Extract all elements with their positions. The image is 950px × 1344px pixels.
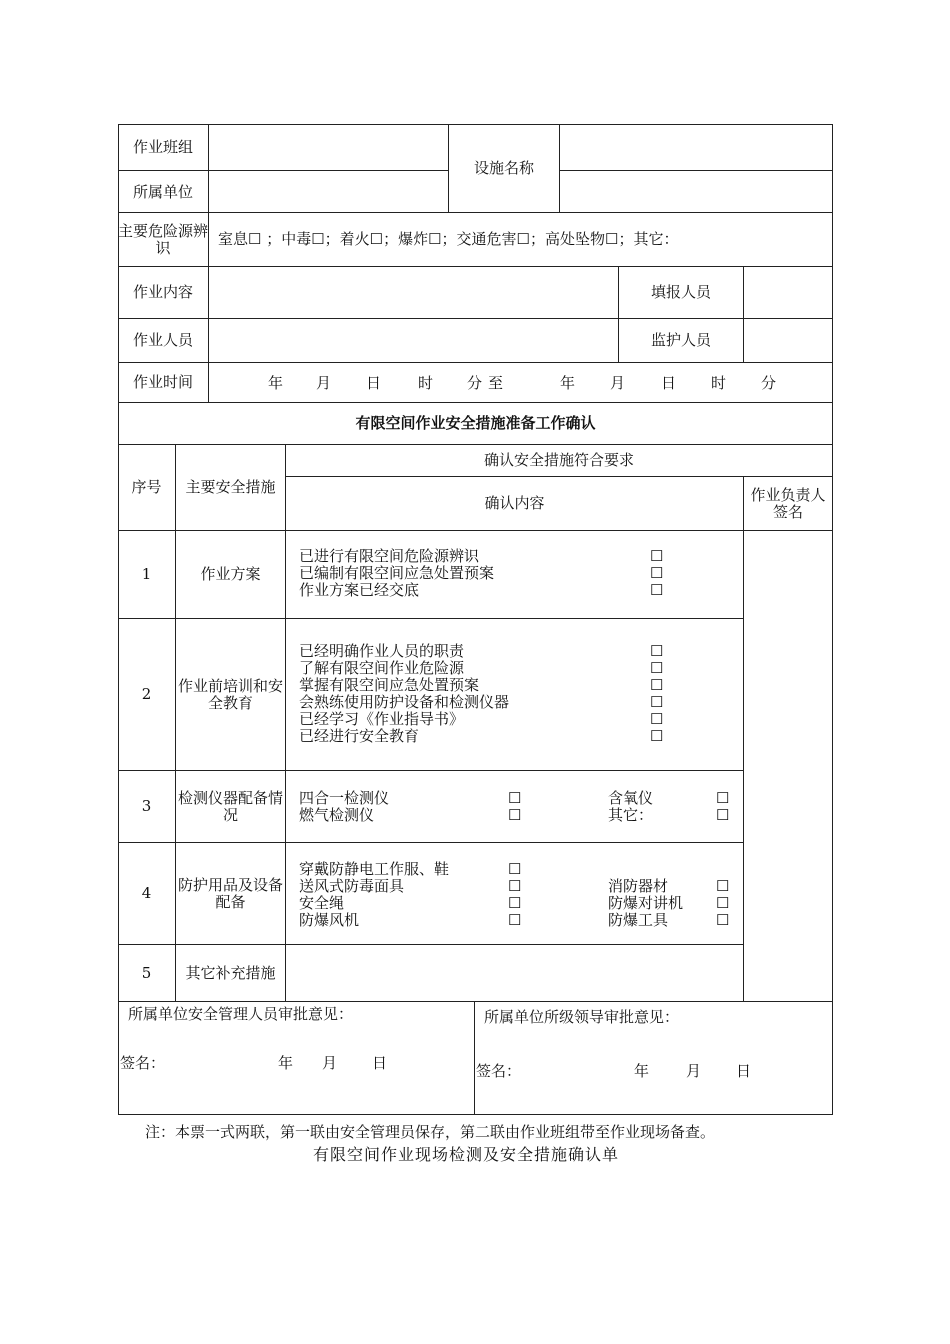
row-4-right-2: 防爆对讲机 [608,894,684,912]
row-3-left-2: 燃气检测仪 [299,806,375,824]
row-5-no: 5 [141,963,152,982]
row-1-no: 1 [141,565,152,583]
approval-left-month: 月 [322,1054,338,1072]
work-team-label: 作业班组 [132,138,193,156]
checkbox-icon[interactable]: ☐ [716,894,730,912]
facility-field[interactable] [560,125,832,212]
row-1-item-1: 已进行有限空间危险源辨识 [299,547,480,565]
checkbox-icon[interactable]: ☐ [650,676,664,694]
checkbox-icon[interactable]: ☐ [650,547,664,565]
row-4-left-3: 安全绳 [299,894,345,912]
checkbox-icon[interactable]: ☐ [650,710,664,728]
checkbox-icon[interactable]: ☐ [716,806,730,824]
approval-left-year: 年 [278,1054,294,1072]
approval-left-sign-label: 签名： [120,1054,166,1072]
time-unit-minute-end: 分 [761,374,777,392]
row-2-measure: 作业前培训和安全教育 [177,676,283,712]
row-3-right-2: 其它： [608,806,654,824]
border-bottom [118,1114,833,1115]
row-1-measure: 作业方案 [200,565,261,583]
time-unit-minute-to: 分至 [467,374,510,392]
row-2-item-3: 掌握有限空间应急处置预案 [299,676,480,694]
approval-left-day: 日 [372,1054,388,1072]
row-4-left-1: 穿戴防静电工作服、鞋 [299,860,450,878]
checkbox-icon[interactable]: ☐ [508,806,522,824]
checkbox-icon[interactable]: ☐ [716,789,730,807]
checkbox-icon[interactable]: ☐ [650,642,664,660]
checkbox-icon[interactable]: ☐ [508,894,522,912]
checkbox-icon[interactable]: ☐ [650,564,664,582]
approval-right-label: 所属单位所级领导审批意见： [484,1008,680,1026]
row-3-measure: 检测仪器配备情况 [177,788,283,824]
divider [118,362,833,363]
time-unit-day: 日 [366,374,382,392]
col-sign-header: 作业负责人签名 [750,485,826,521]
checkbox-icon[interactable]: ☐ [650,659,664,677]
row-4-no: 4 [141,884,152,902]
time-unit-month: 月 [316,374,332,392]
approval-right-year: 年 [634,1062,650,1080]
content-label: 作业内容 [132,283,193,301]
checkbox-icon[interactable]: ☐ [716,877,730,895]
content-field[interactable] [209,267,618,318]
divider [474,1001,475,1115]
time-label: 作业时间 [132,373,193,391]
sign-field[interactable] [744,531,832,1001]
row-5-field[interactable] [286,945,743,1001]
row-2-item-4: 会熟练使用防护设备和检测仪器 [299,693,510,711]
form-sheet [118,124,833,1115]
row-4-right-1: 消防器材 [608,877,669,895]
document-title: 有限空间作业现场检测及安全措施确认单 [313,1145,620,1164]
supervisor-field[interactable] [744,319,832,362]
section-title: 有限空间作业安全措施准备工作确认 [355,414,596,432]
row-3-right-1: 含氧仪 [608,789,654,807]
row-3-left-1: 四合一检测仪 [299,789,390,807]
time-unit-year: 年 [268,374,284,392]
row-1-item-2: 已编制有限空间应急处置预案 [299,564,495,582]
row-2-item-6: 已经进行安全教育 [299,727,420,745]
hazard-label: 主要危险源辨识 [118,221,209,257]
divider [118,1001,833,1002]
row-4-left-4: 防爆风机 [299,911,360,929]
row-2-item-2: 了解有限空间作业危险源 [299,659,465,677]
time-unit-month-end: 月 [610,374,626,392]
col-confirm-group-header: 确认安全措施符合要求 [483,451,634,469]
checkbox-icon[interactable]: ☐ [508,789,522,807]
col-no-header: 序号 [131,478,162,496]
time-unit-hour: 时 [418,374,434,392]
row-2-no: 2 [141,685,152,703]
checkbox-icon[interactable]: ☐ [508,860,522,878]
row-4-left-2: 送风式防毒面具 [299,877,405,895]
checkbox-icon[interactable]: ☐ [650,727,664,745]
border-right [832,124,833,1115]
approval-right-month: 月 [686,1062,702,1080]
time-unit-year-end: 年 [560,374,576,392]
checkbox-icon[interactable]: ☐ [650,581,664,599]
time-unit-hour-end: 时 [711,374,727,392]
workers-label: 作业人员 [132,331,193,349]
checkbox-icon[interactable]: ☐ [508,877,522,895]
work-team-field[interactable] [209,125,448,170]
approval-right-day: 日 [736,1062,752,1080]
reporter-label: 填报人员 [650,283,711,301]
row-3-no: 3 [141,797,152,815]
col-measure-header: 主要安全措施 [185,478,276,496]
col-confirm-content-header: 确认内容 [484,494,545,512]
approval-left-label: 所属单位安全管理人员审批意见： [128,1005,354,1023]
workers-field[interactable] [209,319,618,362]
facility-label: 设施名称 [473,158,534,177]
unit-field[interactable] [209,171,448,212]
row-5-measure: 其它补充措施 [185,963,276,982]
checkbox-icon[interactable]: ☐ [650,693,664,711]
row-2-item-5: 已经学习《作业指导书》 [299,710,465,728]
row-2-item-1: 已经明确作业人员的职责 [299,642,465,660]
checkbox-icon[interactable]: ☐ [508,911,522,929]
time-unit-day-end: 日 [661,374,677,392]
unit-label: 所属单位 [132,182,193,201]
approval-right-sign-label: 签名： [476,1062,522,1080]
row-4-measure: 防护用品及设备配备 [177,875,283,911]
row-4-right-3: 防爆工具 [608,911,669,929]
row-1-item-3: 作业方案已经交底 [299,581,420,599]
reporter-field[interactable] [744,267,832,318]
footer-note: 注：本票一式两联，第一联由安全管理员保存，第二联由作业班组带至作业现场备查。 [145,1123,716,1141]
checkbox-icon[interactable]: ☐ [716,911,730,929]
supervisor-label: 监护人员 [650,331,711,349]
hazard-options[interactable]: 室息☐ ；中毒☐；着火☐；爆炸☐；交通危害☐；高处坠物☐；其它： [218,230,679,248]
